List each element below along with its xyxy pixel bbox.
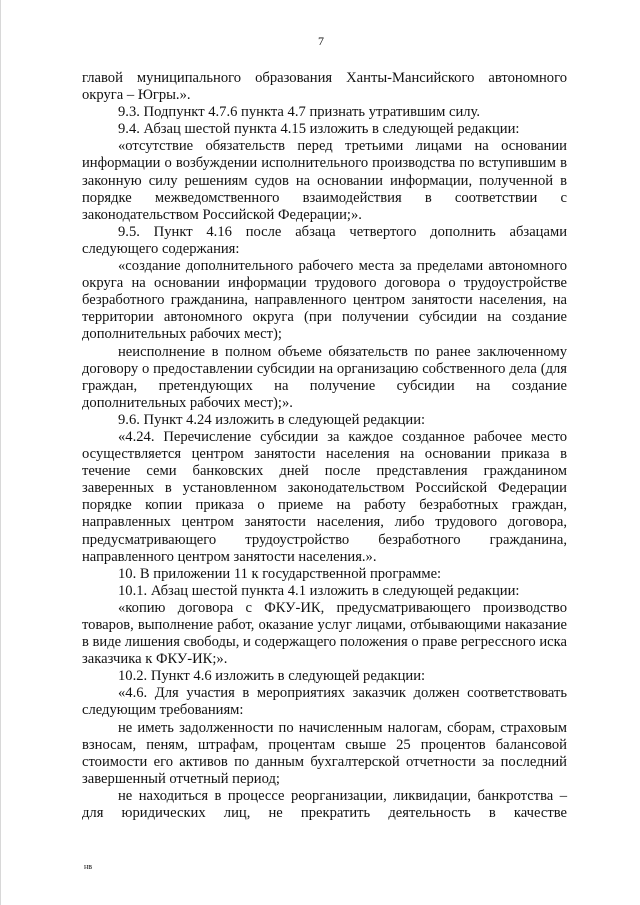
paragraph: «отсутствие обязательств перед третьими лицами на основании информации о возбуждении исполнительного производства по вступившим в законную силу решениям судов на основании информации, полученной в порядке межведомственного взаимодействия в соответствии с законодательством Российской Федерации;».	[82, 138, 567, 223]
footer-initials: нв	[84, 862, 93, 871]
paragraph: не находиться в процессе реорганизации, ликвидации, банкротства – для юридических лиц, не прекратить деятельность в качестве	[82, 787, 567, 822]
paragraph: не иметь задолженности по начисленным налогам, сборам, страховым взносам, пеням, штрафам, процентам свыше 25 процентов балансовой стоимости его активов по данным бухгалтерской отчетности за последний завершенный отчетный период;	[82, 719, 567, 787]
paragraph: 10.1. Абзац шестой пункта 4.1 изложить в следующей редакции:	[118, 582, 520, 599]
paragraph: 9.6. Пункт 4.24 изложить в следующей редакции:	[118, 411, 426, 428]
paragraph: «4.24. Перечисление субсидии за каждое созданное рабочее место осуществляется центром занятости населения на основании приказа в течение семи банковских дней после представления гражданином заверенных в установленном законодательством Российской Федерации порядке копии приказа о приеме на работу безработных граждан, направленных центром занятости населения, либо трудового договора, предусматривающего трудоустройство безработного гражданина, направленного центром занятости населения.».	[82, 428, 567, 565]
page-number: 7	[318, 34, 324, 48]
paragraph: 9.3. Подпункт 4.7.6 пункта 4.7 признать утратившим силу.	[118, 104, 481, 121]
paragraph: «копию договора с ФКУ-ИК, предусматривающего производство товаров, выполнение работ, оказание услуг лицами, отбывающими наказание в виде лишения свободы, и содержащего положения о праве регрессного иска заказчика к ФКУ-ИК;».	[82, 599, 567, 668]
paragraph: 9.4. Абзац шестой пункта 4.15 изложить в следующей редакции:	[118, 121, 520, 138]
paragraph: «4.6. Для участия в мероприятиях заказчик должен соответствовать следующим требованиям:	[82, 685, 567, 719]
paragraph: 9.5. Пункт 4.16 после абзаца четвертого дополнить абзацами следующего содержания:	[82, 223, 567, 257]
paragraph: «создание дополнительного рабочего места за пределами автономного округа на основании информации трудового договора о трудоустройстве безработного гражданина, направленного центром занятости населения, на территории автономного округа (при получении субсидии на создание дополнительных рабочих мест);	[82, 258, 567, 343]
document-body	[82, 70, 567, 822]
paragraph: главой муниципального образования Ханты-Мансийского автономного округа – Югры.».	[82, 70, 567, 104]
paragraph: неисполнение в полном объеме обязательств по ранее заключенному договору о предоставлении субсидии на организацию собственного дела (для граждан, претендующих на получение субсидии на создание дополнительных рабочих мест);».	[82, 343, 567, 411]
paragraph: 10. В приложении 11 к государственной программе:	[118, 565, 442, 582]
paragraph: 10.2. Пункт 4.6 изложить в следующей редакции:	[118, 668, 426, 685]
